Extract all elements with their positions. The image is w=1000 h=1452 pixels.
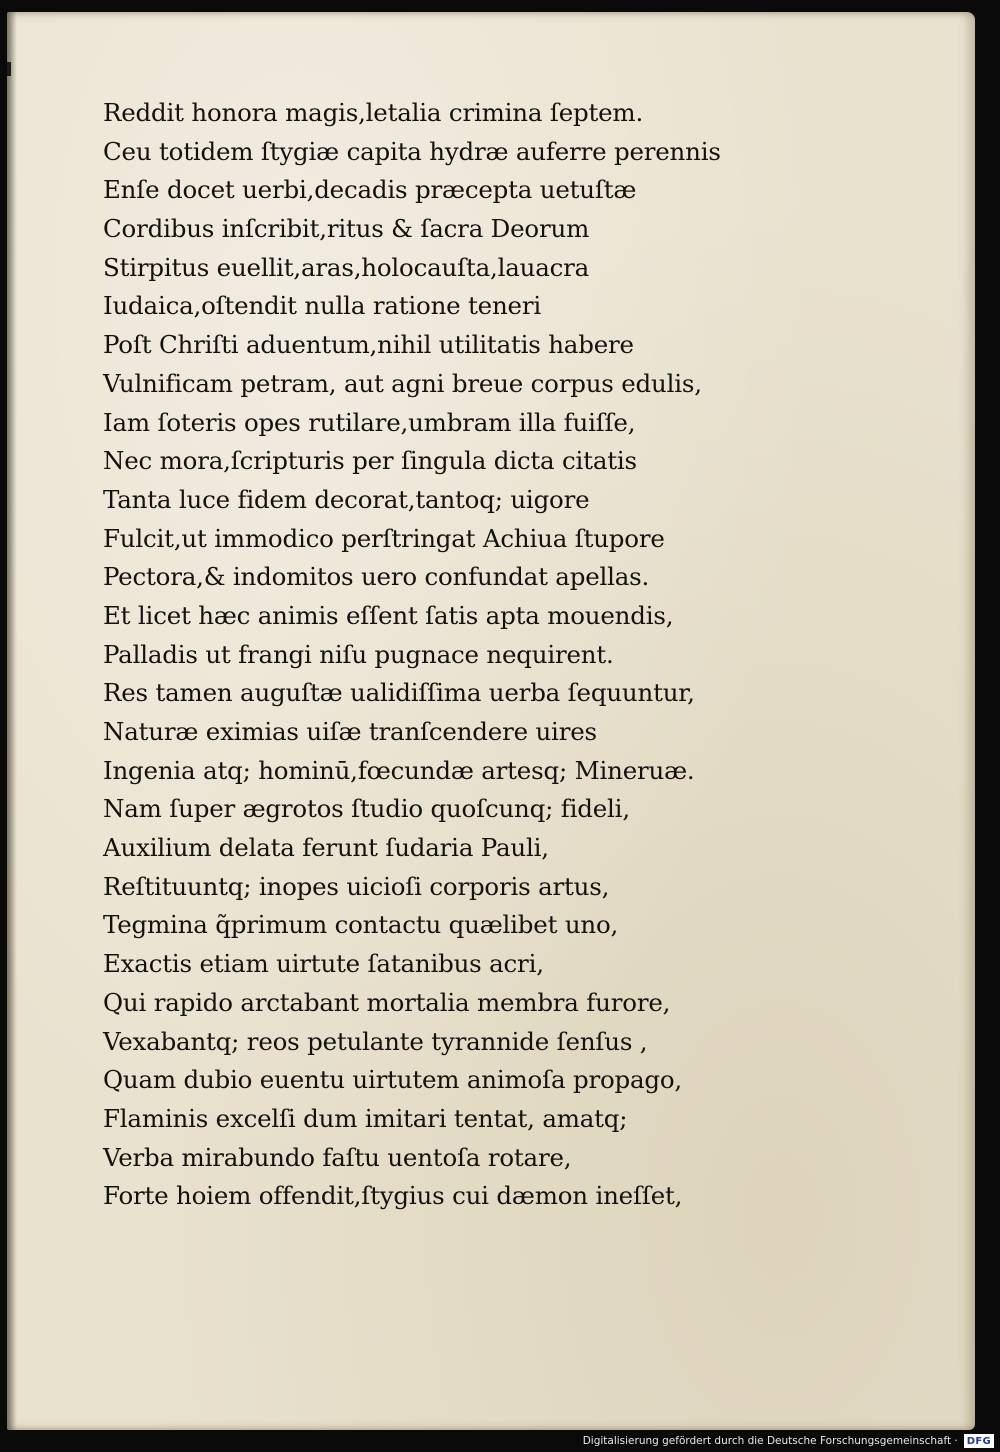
poem-line: Reſtituuntq; inopes uicioſi corporis artus,: [103, 871, 610, 901]
poem-line: Iam ſoteris opes rutilare,umbram illa fuiſſe,: [103, 407, 636, 437]
poem-line: Tanta luce fidem decorat,tantoq; uigore: [103, 484, 590, 514]
poem-line: Verba mirabundo faſtu uentoſa rotare,: [103, 1142, 572, 1172]
poem-line: Naturæ eximias uiſæ tranſcendere uires: [103, 717, 597, 746]
poem-line: Forte hoiem offendit,ſtygius cui dæmon ineſſet,: [103, 1181, 683, 1211]
poem-line: Nec mora,ſcripturis per ſingula dicta citatis: [103, 446, 637, 476]
poem-line: Stirpitus euellit,aras,holocauſta,lauacra: [103, 252, 590, 282]
dfg-logo-icon[interactable]: DFG: [964, 1434, 994, 1448]
poem-line: Et licet hæc animis eſſent ſatis apta mouendis,: [103, 600, 674, 630]
poem-line: Qui rapido arctabant mortalia membra furore,: [103, 987, 671, 1017]
poem-line: Palladis ut frangi niſu pugnace nequirent.: [103, 639, 614, 669]
poem-text: [103, 94, 803, 1216]
poem-line: Auxilium delata ferunt ſudaria Pauli,: [103, 833, 549, 863]
poem-line: Poſt Chriſti aduentum,nihil utilitatis habere: [103, 330, 634, 360]
poem-line: Exactis etiam uirtute ſatanibus acri,: [103, 949, 544, 979]
poem-line: Iudaica,oſtendit nulla ratione teneri: [103, 291, 542, 321]
poem-line: Vexabantq; reos petulante tyrannide ſenſus ,: [103, 1026, 648, 1056]
poem-line: Res tamen auguſtæ ualidiſſima uerba ſequuntur,: [103, 678, 695, 708]
poem-line: Fulcit,ut immodico perſtringat Achiua ſtupore: [103, 523, 665, 553]
poem-line: Reddit honora magis,letalia crimina ſeptem.: [103, 98, 644, 127]
gutter-mark: [7, 62, 11, 76]
poem-line: Tegmina q̃primum contactu quælibet uno,: [103, 910, 619, 940]
poem-line: Flaminis excelſi dum imitari tentat, amatq;: [103, 1103, 628, 1133]
funding-credit-text: Digitalisierung gefördert durch die Deutsche Forschungsgemeinschaft ·: [582, 1435, 958, 1447]
poem-line: Nam ſuper ægrotos ſtudio quoſcunq; fideli,: [103, 794, 630, 824]
poem-line: Cordibus inſcribit,ritus & ſacra Deorum: [103, 214, 590, 244]
poem-line: Ingenia atq; hominū,fœcundæ artesq; Mineruæ.: [103, 755, 695, 785]
funding-credit: [583, 1432, 994, 1450]
page-binding-shadow: [7, 12, 17, 1430]
poem-line: Quam dubio euentu uirtutem animoſa propago,: [103, 1065, 683, 1095]
poem-line: Enſe docet uerbi,decadis præcepta uetuſtæ: [103, 175, 637, 205]
poem-line: Ceu totidem ſtygiæ capita hydræ auferre perennis: [103, 136, 721, 166]
poem-line: Pectora,& indomitos uero confundat apellas.: [103, 562, 650, 592]
book-page: [7, 12, 975, 1430]
poem-line: Vulnificam petram, aut agni breue corpus edulis,: [103, 368, 702, 398]
